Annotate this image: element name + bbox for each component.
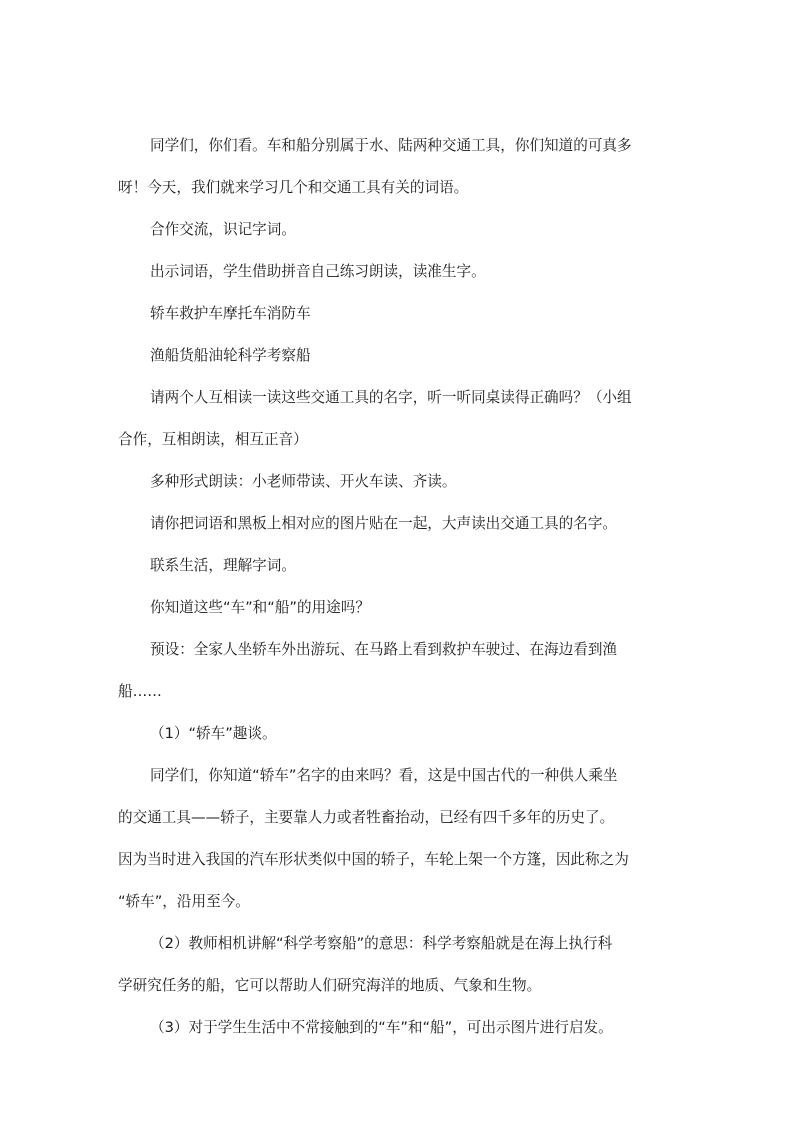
paragraph bbox=[118, 335, 678, 377]
text-line: 请你把词语和黑板上相对应的图片贴在一起，大声读出交通工具的名字。 bbox=[150, 515, 618, 532]
text-line: （1）“轿车”趣谈。 bbox=[150, 725, 277, 742]
paragraph bbox=[118, 293, 678, 335]
text-line: 因为当时进入我国的汽车形状类似中国的轿子，车轮上架一个方篷，因此称之为 bbox=[118, 851, 629, 868]
paragraph bbox=[118, 923, 678, 1007]
text-line: 联系生活，理解字词。 bbox=[150, 557, 296, 574]
text-line: （2）教师相机讲解“科学考察船”的意思：科学考察船就是在海上执行科 bbox=[150, 935, 613, 952]
text-line: 合作交流，识记字词。 bbox=[150, 221, 296, 238]
text-line: 船…… bbox=[118, 683, 162, 700]
text-line: 出示词语，学生借助拼音自己练习朗读，读准生字。 bbox=[150, 263, 486, 280]
paragraph bbox=[118, 209, 678, 251]
paragraph bbox=[118, 755, 678, 923]
paragraph bbox=[118, 377, 678, 461]
text-line: 轿车救护车摩托车消防车 bbox=[150, 305, 311, 322]
text-line: 同学们，你知道“轿车”名字的由来吗？看，这是中国古代的一种供人乘坐 bbox=[150, 767, 618, 784]
paragraph bbox=[118, 713, 678, 755]
paragraph bbox=[118, 251, 678, 293]
text-line: 你知道这些“车”和“船”的用途吗？ bbox=[150, 599, 370, 616]
text-line: 多种形式朗读：小老师带读、开火车读、齐读。 bbox=[150, 473, 457, 490]
text-line: （3）对于学生生活中不常接触到的“车”和“船”，可出示图片进行启发。 bbox=[150, 1019, 613, 1036]
text-line: 请两个人互相读一读这些交通工具的名字，听一听同桌读得正确吗？（小组 bbox=[150, 389, 632, 406]
text-line: 同学们，你们看。车和船分别属于水、陆两种交通工具，你们知道的可真多 bbox=[150, 137, 632, 154]
paragraph bbox=[118, 545, 678, 587]
paragraph bbox=[118, 461, 678, 503]
paragraph bbox=[118, 629, 678, 713]
text-line: 渔船货船油轮科学考察船 bbox=[150, 347, 311, 364]
paragraph bbox=[118, 503, 678, 545]
text-line: 学研究任务的船，它可以帮助人们研究海洋的地质、气象和生物。 bbox=[118, 977, 542, 994]
text-line: “轿车”，沿用至今。 bbox=[118, 893, 250, 910]
paragraph bbox=[118, 1007, 678, 1049]
text-line: 预设：全家人坐轿车外出游玩、在马路上看到救护车驶过、在海边看到渔 bbox=[150, 641, 618, 658]
text-line: 的交通工具——轿子，主要靠人力或者牲畜抬动，已经有四千多年的历史了。 bbox=[118, 809, 615, 826]
paragraph bbox=[118, 587, 678, 629]
paragraph bbox=[118, 125, 678, 209]
text-line: 合作，互相朗读，相互正音） bbox=[118, 431, 308, 448]
text-line: 呀！今天，我们就来学习几个和交通工具有关的词语。 bbox=[118, 179, 469, 196]
